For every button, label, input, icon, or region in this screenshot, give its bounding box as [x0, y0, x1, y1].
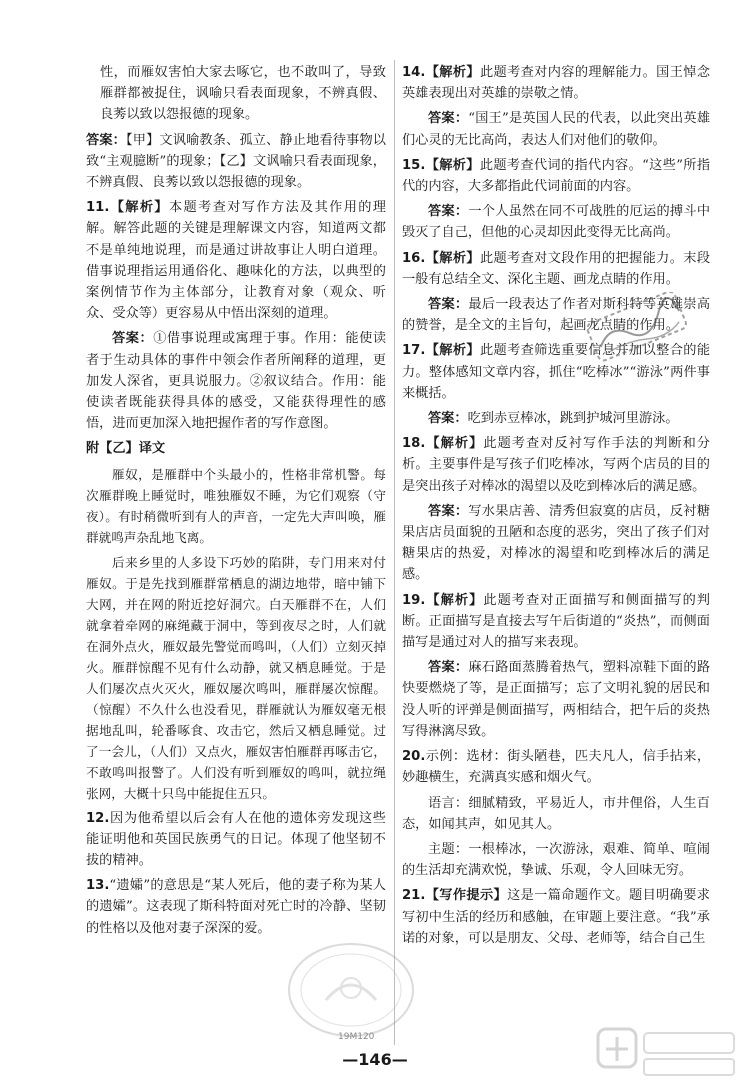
question-number: 14.	[402, 65, 426, 80]
answer-label: 答案：	[428, 503, 469, 519]
analysis-text: 此题考查代词的指代内容。“这些”所指代的内容，大多都指此代词前面的内容。	[402, 157, 711, 195]
analysis-tag: 【解析】	[425, 592, 484, 608]
analysis-text: 此题考查对文段作用的把握能力。末段一般有总结全文、深化主题、画龙点睛的作用。	[402, 250, 711, 287]
question-number: 20.	[402, 749, 426, 765]
answer-text: ①借事说理或寓理于事。作用：能使读者于生动具体的事件中领会作者所阐释的道理，更加发人深省，更具说服力。②叙议结合。作用：能使读者既能获得具体的感受，又能获得理性的感悟，进而更加深入地把握作者的写作意图。	[86, 331, 387, 432]
question-11	[86, 197, 386, 324]
translation-para-2: 后来乡里的人多设下巧妙的陷阱，专门用来对付雁奴。于是先找到雁群常栖息的湖边地带，暗中铺下大网，并在网的附近挖好洞穴。白天雁群不在，人们就拿着牵网的麻绳藏于洞中，等到夜尽之时，人们就在洞外点火，雁奴最先警觉而鸣叫，（人们）立刻灭掉火。雁群惊醒不见有什么动静，就又栖息睡觉。于是人们屡次点火灭火，雁奴屡次鸣叫，雁群屡次惊醒。（惊醒）不久什么也没看见，群雁就认为雁奴毫无根据地乱叫，轮番啄食、攻击它，然后又栖息睡觉。过了一会儿，（人们）又点火，雁奴害怕雁群再啄击它，不敢鸣叫报警了。人们没有听到雁奴的鸣叫，就拉绳张网，大概十只鸟中能捉住五只。	[86, 554, 386, 801]
question-15	[402, 155, 710, 197]
answer-10	[86, 130, 386, 194]
answer-label: 答案：	[428, 660, 469, 676]
answer-text: 因为他希望以后会有人在他的遗体旁发现这些能证明他和英国民族勇气的日记。体现了他坚韧不拔的精神。	[86, 810, 386, 869]
analysis-text: 此题考查对反衬写作手法的判断和分析。主要事件是写孩子们吃棒冰，写两个店员的目的是突出孩子对棒冰的渴望以及吃到棒冰后的满足感。	[402, 436, 710, 494]
answer-label: 答案：	[86, 132, 127, 148]
right-column	[402, 62, 710, 953]
answer-18	[402, 501, 710, 586]
example-lead: 示例：	[425, 749, 467, 765]
analysis-tag: 【解析】	[425, 436, 484, 452]
answer-17	[402, 408, 710, 429]
question-number: 19.	[402, 592, 426, 608]
answer-text: 写水果店善、清秀但寂寞的店员，反衬糖果店店员面貌的丑陋和态度的恶劣，突出了孩子们对糖果店的热爱，对棒冰的渴望和吃到棒冰后的满足感。	[402, 503, 711, 583]
analysis-text: 此题考查对正面描写和侧面描写的判断。正面描写是直接去写午后街道的“炎热”，而侧面描写是通过对人的描写来表现。	[402, 592, 710, 651]
analysis-tag: 【解析】	[425, 65, 480, 80]
answer-14	[402, 108, 710, 150]
question-19	[402, 590, 710, 654]
question-number: 11.	[86, 200, 110, 216]
analysis-tag: 【解析】	[425, 250, 480, 266]
question-21	[402, 885, 710, 949]
question-16	[402, 248, 710, 290]
answer-19	[402, 657, 710, 742]
answer-15	[402, 201, 710, 243]
handwritten-stamp-mark	[582, 292, 692, 362]
example-selection: 选材：街头陋巷，匹夫凡人，信手拈来，妙趣横生，充满真实感和烟火气。	[402, 749, 711, 786]
translation-heading: 附【乙】译文	[86, 441, 166, 457]
print-code: 19M120	[338, 1032, 375, 1042]
analysis-tag: 【解析】	[109, 200, 169, 216]
question-18	[402, 433, 710, 497]
analysis-text: 此题考查对内容的理解能力。国王悼念英雄表现出对英雄的崇敬之情。	[402, 65, 711, 102]
answer-label: 答案：	[428, 204, 469, 220]
question-number: 18.	[402, 436, 426, 452]
answer-text: 【甲】文讽喻教条、孤立、静止地看待事物以致“主观臆断”的现象；【乙】文讽喻只看表面现象，不辨真假、良莠以致以怨报德的现象。	[86, 132, 386, 191]
example-language: 语言：细腻精致，平易近人，市井俚俗，人生百态，如闻其声，如见其人。	[402, 795, 710, 832]
column-divider	[394, 60, 395, 1045]
left-column	[86, 62, 386, 943]
answer-text: 一个人虽然在同不可战胜的厄运的搏斗中毁灭了自己，但他的心灵却因此变得无比高尚。	[402, 204, 711, 241]
question-20	[402, 746, 710, 788]
writing-tip-text: 这是一篇命题作文。题目明确要求写初中生活的经历和感触，在审题上要注意。“我”承诺的对象，可以是朋友、父母、老师等，结合自己生	[402, 888, 710, 946]
text: 性，而雁奴害怕大家去啄它，也不敢叫了，导致雁群都被捉住，讽喻只看表面现象，不辨真假、良莠以致以怨报德的现象。	[100, 65, 386, 123]
analysis-text: 此题考查筛选重要信息并加以整合的能力。整体感知文章内容，抓住“吃棒冰”“游泳”两件事来概括。	[402, 343, 711, 401]
writing-tip-tag: 【写作提示】	[425, 888, 508, 904]
answer-11	[86, 328, 386, 434]
translation-para-1: 雁奴，是雁群中个头最小的，性格非常机警。每次雁群晚上睡觉时，唯独雁奴不睡，为它们观察（守夜）。有时稍微听到有人的声音，一定先大声叫唤，雁群就鸣声杂乱地飞离。	[86, 466, 386, 545]
answer-label: 答案：	[428, 111, 469, 127]
answer-text: “国王”是英国人民的代表，以此突出英雄们心灵的无比高尚，表达人们对他们的敬仰。	[402, 111, 711, 148]
analysis-tag: 【解析】	[425, 157, 480, 173]
question-number: 12.	[86, 810, 110, 826]
question-number: 15.	[402, 157, 426, 173]
answer-text: “遗孀”的意思是“某人死后，他的妻子称为某人的遗孀”。这表现了斯科特面对死亡时的冷静、坚韧的性格以及他对妻子深深的爱。	[86, 878, 386, 936]
answer-text: 麻石路面蒸腾着热气，塑料凉鞋下面的路快要燃烧了等，是正面描写；忘了文明礼貌的居民和没人听的评弹是侧面描写，两相结合，把午后的炎热写得淋漓尽致。	[402, 660, 711, 739]
question-12	[86, 808, 386, 872]
example-theme: 主题：一根棒冰，一次游泳，艰难、简单、喧闹的生活却充满欢悦，挚诚、乐观，令人回味无穷。	[402, 841, 710, 879]
analysis-tag: 【解析】	[425, 343, 480, 359]
para-continued	[86, 62, 386, 126]
publisher-seal-watermark	[276, 930, 426, 1040]
page-number: —146—	[342, 1050, 408, 1069]
question-14	[402, 62, 710, 104]
analysis-text: 本题考查对写作方法及其作用的理解。解答此题的关键是理解课文内容，知道两文都不是单纯地说理，而是通过讲故事让人明白道理。借事说理指运用通俗化、趣味化的方法，以典型的案例情节作为主体部分，让教育对象（观众、听众、受众等）更容易从中悟出深刻的道理。	[86, 200, 386, 322]
question-number: 16.	[402, 250, 426, 266]
answer-label: 答案：	[428, 297, 469, 313]
question-number: 17.	[402, 343, 426, 359]
answer-label: 答案：	[428, 411, 468, 427]
answer-text: 最后一段表达了作者对斯科特等英雄崇高的赞誉，是全文的主旨句，起画龙点睛的作用。	[402, 297, 711, 334]
question-number: 13.	[86, 878, 110, 894]
answer-text: 吃到赤豆棒冰，跳到护城河里游泳。	[467, 411, 679, 427]
answer-label: 答案：	[112, 331, 154, 347]
question-number: 21.	[402, 888, 426, 904]
